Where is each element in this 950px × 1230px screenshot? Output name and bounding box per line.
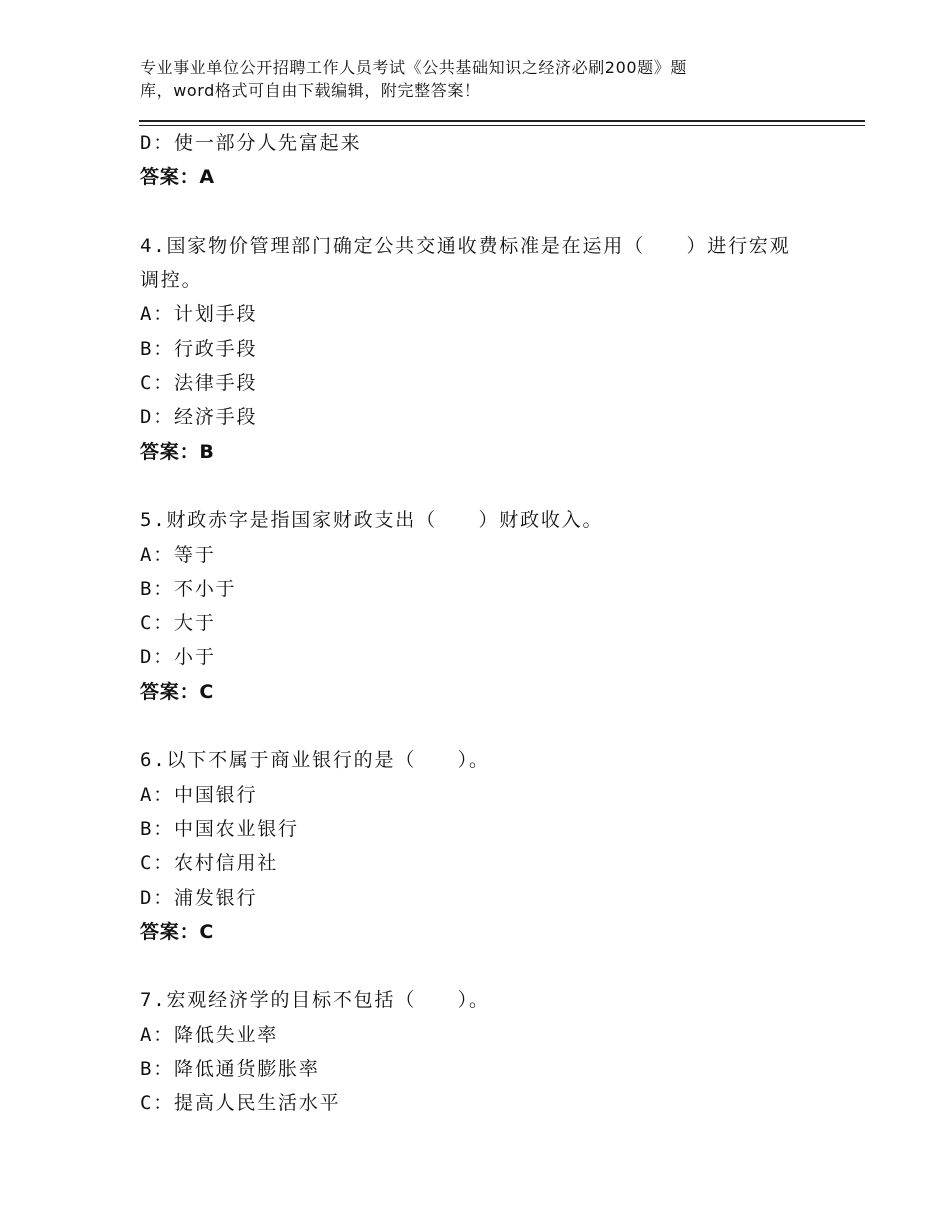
question-3-tail — [140, 126, 820, 195]
spacer — [140, 195, 820, 229]
question-4 — [140, 229, 820, 469]
option-d: D：小于 — [140, 646, 216, 669]
option-c: C：农村信用社 — [140, 852, 279, 875]
answer-label: 答案：B — [140, 440, 215, 463]
option-d: D：经济手段 — [140, 406, 258, 429]
option-a: A：计划手段 — [140, 303, 258, 326]
question-stem: 5.财政赤字是指国家财政支出（ ）财政收入。 — [140, 509, 604, 532]
option-b: B：不小于 — [140, 577, 237, 600]
option-b: B：行政手段 — [140, 337, 258, 360]
option-c: C：大于 — [140, 612, 216, 635]
question-stem: 4.国家物价管理部门确定公共交通收费标准是在运用（ ）进行宏观调控。 — [140, 234, 791, 292]
spacer — [140, 469, 820, 503]
option-b: B：中国农业银行 — [140, 817, 299, 840]
option-a: A：等于 — [140, 543, 216, 566]
option-a: A：降低失业率 — [140, 1023, 279, 1046]
question-stem: 7.宏观经济学的目标不包括（ ）。 — [140, 989, 490, 1012]
answer-label: 答案：A — [140, 166, 215, 189]
option-d: D：使一部分人先富起来 — [140, 132, 362, 154]
option-d: D：浦发银行 — [140, 886, 258, 909]
question-7 — [140, 983, 820, 1120]
question-6 — [140, 743, 820, 949]
option-c: C：法律手段 — [140, 372, 258, 395]
question-5 — [140, 503, 820, 709]
question-stem: 6.以下不属于商业银行的是（ ）。 — [140, 749, 490, 772]
header-title-line-1: 专业事业单位公开招聘工作人员考试《公共基础知识之经济必刷200题》题 — [140, 58, 687, 77]
spacer — [140, 949, 820, 983]
spacer — [140, 709, 820, 743]
option-b: B：降低通货膨胀率 — [140, 1058, 320, 1081]
option-c: C：提高人民生活水平 — [140, 1092, 341, 1115]
document-header — [140, 56, 800, 102]
answer-label: 答案：C — [140, 680, 215, 703]
question-list — [140, 126, 820, 1121]
option-a: A：中国银行 — [140, 783, 258, 806]
answer-label: 答案：C — [140, 920, 215, 943]
header-divider-thick — [139, 120, 865, 122]
header-title-line-2: 库，word格式可自由下载编辑，附完整答案！ — [140, 81, 481, 100]
